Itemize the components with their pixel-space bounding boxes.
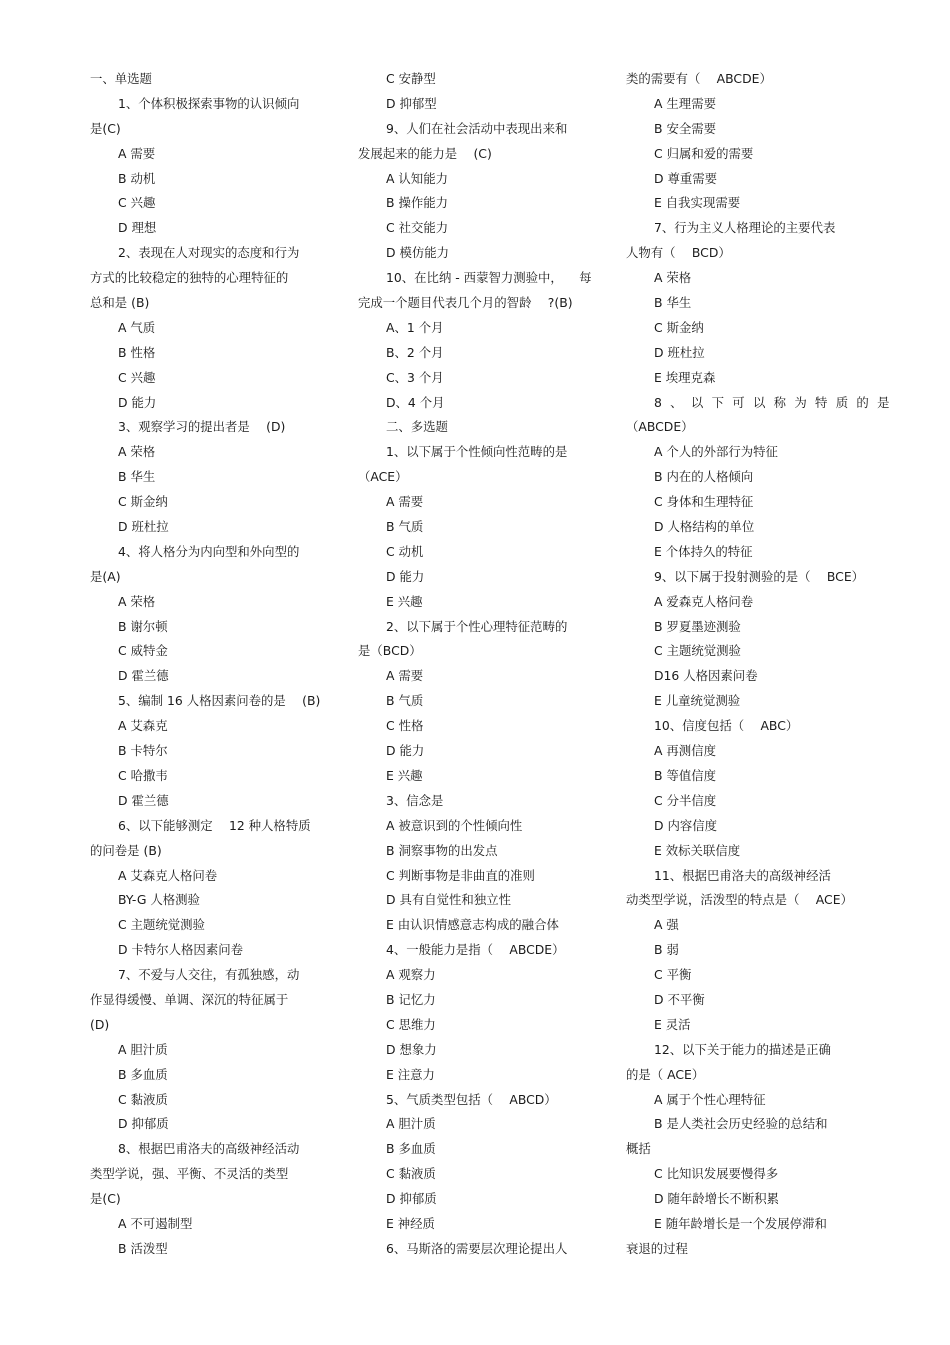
text-line: E 神经质 — [386, 1215, 435, 1231]
text-line: A 胆汁质 — [118, 1041, 168, 1057]
text-line: A 气质 — [118, 319, 156, 335]
text-line: 类型学说，强、平衡、不灵活的类型 — [90, 1166, 289, 1182]
text-line: A 再测信度 — [654, 743, 716, 759]
text-line: C 兴趣 — [118, 369, 156, 385]
text-line: C、3 个月 — [386, 369, 444, 385]
text-line: 作显得缓慢、单调、深沉的特征属于 — [90, 991, 289, 1007]
text-line: C 安静型 — [386, 71, 436, 86]
text-line: C 斯金纳 — [118, 494, 168, 510]
column-middle — [358, 67, 598, 1262]
text-line: C 比知识发展要慢得多 — [654, 1166, 779, 1182]
text-line: C 动机 — [386, 543, 424, 559]
text-line: D 班杜拉 — [654, 344, 705, 360]
text-line: B 华生 — [654, 295, 692, 311]
text-line: B 华生 — [118, 469, 156, 485]
text-line: 是(C) — [90, 120, 121, 136]
text-line: D 能力 — [386, 743, 425, 759]
text-line: B 记忆力 — [386, 991, 436, 1007]
text-line: 4、一般能力是指（ ABCDE） — [386, 942, 565, 958]
text-line: 4、将人格分为内向型和外向型的 — [118, 543, 300, 559]
text-line: 6、马斯洛的需要层次理论提出人 — [386, 1240, 568, 1256]
text-line: B 洞察事物的出发点 — [386, 842, 498, 858]
text-line: C 兴趣 — [118, 195, 156, 211]
text-line: C 身体和生理特征 — [654, 494, 754, 510]
text-line: 动类型学说，活泼型的特点是（ ACE） — [626, 892, 853, 908]
text-line: （ACE） — [358, 469, 408, 485]
text-line: C 威特金 — [118, 643, 168, 659]
text-line: E 兴趣 — [386, 593, 423, 609]
text-line: B 罗夏墨迹测验 — [654, 618, 741, 634]
text-line: A 艾森克 — [118, 718, 168, 734]
text-line: A 胆汁质 — [386, 1116, 436, 1132]
column-left — [90, 67, 330, 1262]
text-line: 7、行为主义人格理论的主要代表 — [654, 220, 836, 236]
text-line: 的问卷是 (B) — [90, 842, 162, 858]
text-line: A 强 — [654, 917, 679, 933]
text-line: C 平衡 — [654, 967, 692, 983]
text-line: 7、不爱与人交往，有孤独感，动 — [118, 967, 300, 983]
text-line: BY-G 人格测验 — [118, 892, 200, 908]
text-line: D 抑郁质 — [386, 1191, 437, 1207]
text-line: D 卡特尔人格因素问卷 — [118, 942, 243, 958]
text-line: 是(C) — [90, 1191, 121, 1207]
text-line: D 具有自觉性和独立性 — [386, 892, 511, 908]
text-line: D 抑郁型 — [386, 95, 437, 111]
text-line: E 随年龄增长是一个发展停滞和 — [654, 1215, 827, 1231]
text-line: 二、多选题 — [386, 419, 448, 435]
text-line: C 黏液质 — [118, 1091, 168, 1107]
text-line: D、4 个月 — [386, 394, 445, 410]
text-line: D 人格结构的单位 — [654, 519, 755, 535]
text-line: B 安全需要 — [654, 120, 717, 136]
text-line: 1、以下属于个性倾向性范畴的是 — [386, 444, 568, 460]
text-line: 2、以下属于个性心理特征范畴的 — [386, 618, 568, 634]
text-line: 10、在比纳 - 西蒙智力测验中， 每 — [386, 270, 592, 286]
text-line: D 班杜拉 — [118, 519, 169, 535]
text-line: A、1 个月 — [386, 319, 444, 335]
text-line: D 抑郁质 — [118, 1116, 169, 1132]
text-line: D 想象力 — [386, 1041, 437, 1057]
text-line: E 自我实现需要 — [654, 195, 741, 211]
text-line: C 思维力 — [386, 1016, 436, 1032]
text-line: E 效标关联信度 — [654, 842, 741, 858]
text-line: D 不平衡 — [654, 991, 705, 1007]
text-line: D 内容信度 — [654, 817, 718, 833]
text-line: C 黏液质 — [386, 1166, 436, 1182]
text-line: D 理想 — [118, 220, 157, 236]
text-line: A 需要 — [386, 668, 424, 684]
text-line: 衰退的过程 — [626, 1240, 688, 1256]
text-line: E 注意力 — [386, 1066, 435, 1082]
text-line: 类的需要有（ ABCDE） — [626, 71, 772, 86]
text-line: A 生理需要 — [654, 95, 716, 111]
text-line: D 模仿能力 — [386, 245, 450, 261]
text-line: A 观察力 — [386, 967, 436, 983]
text-line: E 灵活 — [654, 1016, 691, 1032]
text-line: 8、根据巴甫洛夫的高级神经活动 — [118, 1141, 300, 1157]
text-line: 8、以下可以称为特质的是 — [654, 394, 898, 410]
text-line: 发展起来的能力是 (C) — [358, 145, 492, 161]
text-line: 3、信念是 — [386, 792, 444, 808]
text-line: E 个体持久的特征 — [654, 543, 753, 559]
text-line: A 需要 — [386, 494, 424, 510]
text-line: 完成一个题目代表几个月的智龄 ?(B) — [358, 295, 573, 311]
text-line: 一、单选题 — [90, 71, 152, 86]
text-line: C 分半信度 — [654, 792, 717, 808]
text-line: E 兴趣 — [386, 767, 423, 783]
text-line: D 随年龄增长不断积累 — [654, 1191, 779, 1207]
text-line: D16 人格因素问卷 — [654, 668, 758, 684]
text-line: A 爱森克人格问卷 — [654, 593, 754, 609]
text-line: B 动机 — [118, 170, 156, 186]
text-line: 1、个体积极探索事物的认识倾向 — [118, 95, 300, 111]
text-line: C 性格 — [386, 718, 424, 734]
text-line: 3、观察学习的提出者是 (D) — [118, 419, 286, 435]
text-line: C 社交能力 — [386, 220, 449, 236]
column-right — [626, 67, 898, 1262]
text-line: A 属于个性心理特征 — [654, 1091, 766, 1107]
text-line: D 尊重需要 — [654, 170, 718, 186]
text-line: C 主题统觉测验 — [118, 917, 205, 933]
text-line: A 个人的外部行为特征 — [654, 444, 778, 460]
text-line: B 性格 — [118, 344, 156, 360]
text-line: B 气质 — [386, 519, 424, 535]
text-line: B 多血质 — [386, 1141, 436, 1157]
text-line: A 被意识到的个性倾向性 — [386, 817, 523, 833]
text-line: A 艾森克人格问卷 — [118, 867, 218, 883]
text-line: B 是人类社会历史经验的总结和 — [654, 1116, 828, 1132]
text-line: A 需要 — [118, 145, 156, 161]
text-line: 总和是 (B) — [90, 295, 150, 311]
text-line: C 斯金纳 — [654, 319, 704, 335]
text-line: 6、以下能够测定 12 种人格特质 — [118, 817, 311, 833]
text-line: B、2 个月 — [386, 344, 444, 360]
text-line: 是（BCD） — [358, 643, 422, 659]
text-line: 人物有（ BCD） — [626, 245, 731, 261]
text-line: A 荣格 — [118, 593, 156, 609]
text-line: 2、表现在人对现实的态度和行为 — [118, 245, 300, 261]
text-line: 方式的比较稳定的独特的心理特征的 — [90, 270, 289, 286]
text-line: B 卡特尔 — [118, 743, 168, 759]
text-line: D 霍兰德 — [118, 668, 169, 684]
text-line: (D) — [90, 1016, 110, 1032]
text-line: 的是（ ACE） — [626, 1066, 705, 1082]
text-line: 10、信度包括（ ABC） — [654, 718, 799, 734]
text-line: 是(A) — [90, 568, 121, 584]
text-line: 概括 — [626, 1141, 651, 1157]
text-line: 9、以下属于投射测验的是（ BCE） — [654, 568, 865, 584]
text-line: B 谢尔顿 — [118, 618, 168, 634]
text-line: E 埃理克森 — [654, 369, 716, 385]
text-line: E 由认识情感意志构成的融合体 — [386, 917, 559, 933]
text-line: B 内在的人格倾向 — [654, 469, 754, 485]
text-line: B 操作能力 — [386, 195, 449, 211]
text-line: D 能力 — [386, 568, 425, 584]
text-line: 9、人们在社会活动中表现出来和 — [386, 120, 568, 136]
text-line: B 活泼型 — [118, 1240, 168, 1256]
text-line: B 弱 — [654, 942, 679, 958]
text-line: E 儿童统觉测验 — [654, 693, 741, 709]
text-line: 5、编制 16 人格因素问卷的是 (B) — [118, 693, 321, 709]
text-line: A 荣格 — [654, 270, 692, 286]
text-line: C 主题统觉测验 — [654, 643, 741, 659]
text-line: 12、以下关于能力的描述是正确 — [654, 1041, 831, 1057]
text-line: 5、气质类型包括（ ABCD） — [386, 1091, 557, 1107]
text-line: A 荣格 — [118, 444, 156, 460]
text-line: C 归属和爱的需要 — [654, 145, 754, 161]
text-line: 11、根据巴甫洛夫的高级神经活 — [654, 867, 831, 883]
text-line: B 多血质 — [118, 1066, 168, 1082]
text-line: （ABCDE） — [626, 419, 694, 435]
text-line: B 气质 — [386, 693, 424, 709]
text-line: D 能力 — [118, 394, 157, 410]
text-line: A 认知能力 — [386, 170, 448, 186]
text-line: B 等值信度 — [654, 767, 717, 783]
text-line: C 判断事物是非曲直的准则 — [386, 867, 535, 883]
text-line: A 不可遏制型 — [118, 1215, 193, 1231]
text-line: C 哈撒韦 — [118, 767, 168, 783]
text-line: D 霍兰德 — [118, 792, 169, 808]
